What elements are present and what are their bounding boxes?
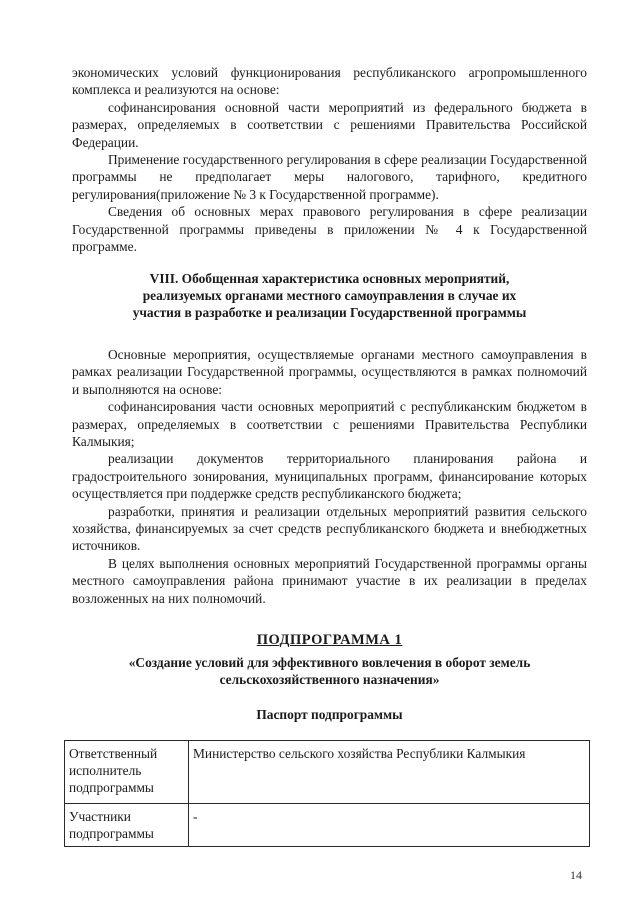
- section-8-heading-line: VIII. Обобщенная характеристика основных мероприятий,: [149, 271, 510, 286]
- subprogram-name: [72, 654, 587, 688]
- intro-paragraph-4: Сведения об основных мерах правового регулирования в сфере реализации Государственной программы приведены в приложении № 4 к Государственной программе.: [72, 204, 587, 255]
- subprogram-title: ПОДПРОГРАММА 1: [256, 632, 403, 648]
- intro-paragraph-1: экономических условий функционирования республиканского агропромышленного комплекса и реализуются на основе:: [72, 65, 587, 98]
- section-8-heading-line: реализуемых органами местного самоуправления в случае их: [142, 288, 517, 303]
- passport-value-cell: -: [189, 804, 590, 847]
- intro-section: [72, 64, 587, 255]
- passport-value-cell: Министерство сельского хозяйства Республики Калмыкия: [189, 741, 590, 804]
- section-8-paragraph-5: В целях выполнения основных мероприятий Государственной программы органы местного самоуправления района принимают участие в их реализации в пределах возложенных на них полномочий.: [72, 555, 587, 606]
- passport-label-cell: Участники подпрограммы: [65, 804, 189, 847]
- section-8-heading: [72, 270, 587, 321]
- passport-title: Паспорт подпрограммы: [256, 707, 403, 722]
- intro-paragraph-2: софинансирования основной части мероприятий из федерального бюджета в размерах, определяемых в соответствии с решениями Правительства Российской Федерации.: [72, 99, 587, 150]
- table-row: [65, 741, 590, 804]
- section-8-heading-line: участия в разработке и реализации Государственной программы: [132, 305, 527, 320]
- section-8-paragraph-3: реализации документов территориального планирования района и градостроительного зонирования, муниципальных программ, финансирование которых осуществляется при поддержке средств республиканского бюджета;: [72, 451, 587, 502]
- subprogram-name-line: «Создание условий для эффективного вовлечения в оборот земель: [128, 655, 531, 670]
- section-8-body: [72, 346, 587, 607]
- section-8-paragraph-4: разработки, принятия и реализации отдельных мероприятий развития сельского хозяйства, финансируемых за счет средств республиканского бюджета и внебюджетных источников.: [72, 503, 587, 554]
- table-row: [65, 804, 590, 847]
- page-number: 14: [570, 868, 582, 882]
- intro-paragraph-3: Применение государственного регулирования в сфере реализации Государственной программы не предполагает меры налогового, тарифного, кредитного регулирования(приложение № 3 к Государственной программе).: [72, 152, 587, 202]
- passport-label-cell: Ответственный исполнитель подпрограммы: [65, 741, 189, 804]
- passport-table: [64, 740, 590, 847]
- section-8-paragraph-1: Основные мероприятия, осуществляемые органами местного самоуправления в рамках реализации Государственной программы, осуществляются в рамках полномочий и выполняются на основе:: [72, 347, 587, 397]
- section-8-paragraph-2: софинансирования части основных мероприятий с республиканским бюджетом в размерах, определяемых в соответствии с решениями Правительства Республики Калмыкия;: [72, 399, 587, 450]
- subprogram-name-line: сельскохозяйственного назначения»: [219, 672, 440, 687]
